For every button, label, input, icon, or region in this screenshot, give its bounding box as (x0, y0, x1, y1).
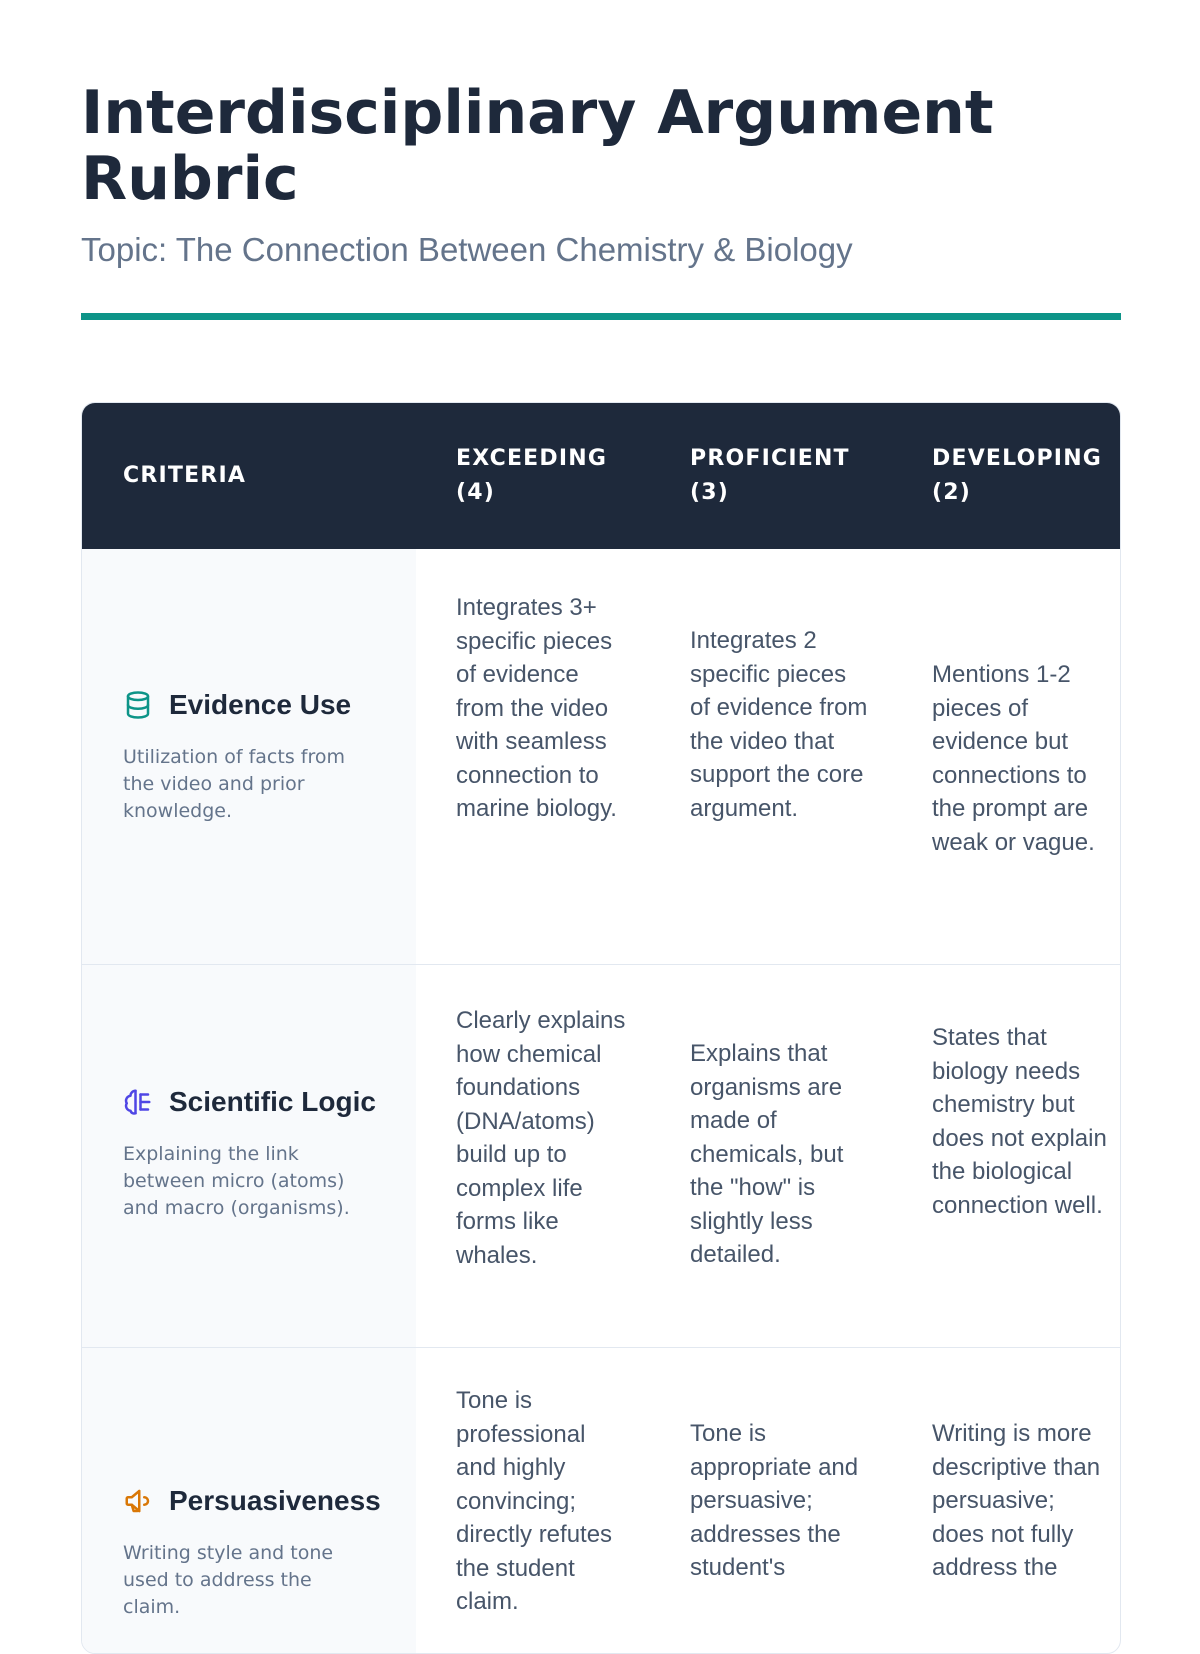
exceeding-cell: Clearly explains how chemical foundations (DNA/atoms) build up to complex life forms like whales. (456, 1007, 626, 1269)
page-subtitle: Topic: The Connection Between Chemistry & Biology (81, 231, 853, 268)
criteria-cell (82, 965, 416, 1347)
criteria-name: Scientific Logic (169, 1086, 376, 1117)
title-divider (81, 313, 1121, 320)
developing-cell: Mentions 1-2 pieces of evidence but connections to the prompt are weak or vague. (932, 661, 1095, 856)
brain-icon (123, 1087, 153, 1117)
criteria-description: Explaining the link between micro (atoms) and macro (organisms). (123, 1143, 350, 1219)
proficient-cell: Explains that organisms are made of chemicals, but the "how" is slightly less detailed. (690, 1040, 844, 1268)
database-icon (123, 690, 153, 720)
column-header-criteria: CRITERIA (123, 463, 247, 488)
page-title: Interdisciplinary Argument Rubric (81, 78, 994, 214)
table-row (82, 1348, 1120, 1654)
exceeding-cell: Integrates 3+ specific pieces of evidence from the video with seamless connection to marine biology. (456, 594, 617, 822)
rubric-table (81, 402, 1121, 1654)
criteria-cell (82, 549, 416, 964)
exceeding-cell: Tone is professional and highly convincing; directly refutes the student claim. (456, 1387, 613, 1615)
criteria-name: Evidence Use (169, 689, 352, 720)
table-row (82, 549, 1120, 965)
table-row (82, 965, 1120, 1348)
megaphone-icon (123, 1486, 153, 1516)
table-header (82, 403, 1120, 549)
column-header-exceeding: EXCEEDING (4) (456, 446, 608, 505)
criteria-cell (82, 1348, 416, 1654)
criteria-description: Writing style and tone used to address the claim. (123, 1542, 334, 1618)
proficient-cell: Tone is appropriate and persuasive; addresses the student's (690, 1420, 859, 1581)
criteria-description: Utilization of facts from the video and prior knowledge. (123, 746, 345, 822)
criteria-name: Persuasiveness (169, 1485, 381, 1516)
developing-cell: States that biology needs chemistry but does not explain the biological connection well. (932, 1024, 1107, 1219)
criteria-heading (123, 688, 351, 722)
column-header-developing: DEVELOPING (2) (932, 446, 1103, 505)
column-header-proficient: PROFICIENT (3) (690, 446, 850, 505)
criteria-heading (123, 1085, 376, 1119)
developing-cell: Writing is more descriptive than persuasive; does not fully address the (932, 1420, 1101, 1581)
proficient-cell: Integrates 2 specific pieces of evidence from the video that support the core argument. (690, 627, 868, 822)
criteria-heading (123, 1484, 381, 1518)
